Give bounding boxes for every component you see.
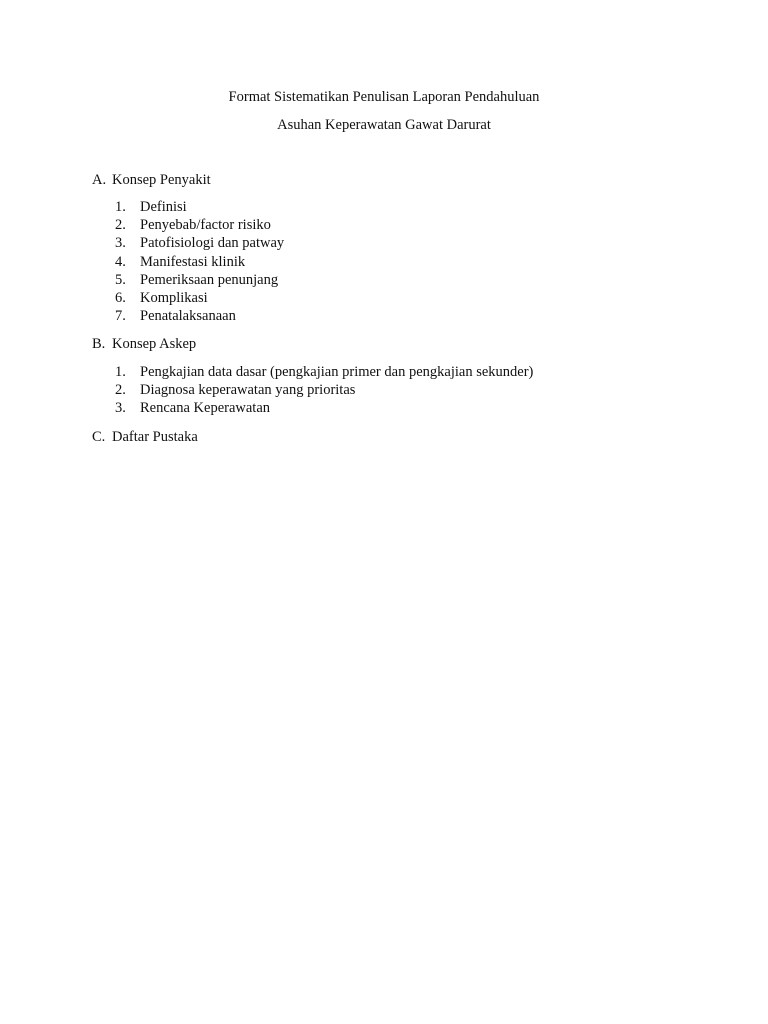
list-number: 2. [115, 217, 126, 234]
list-number: 3. [115, 235, 126, 252]
list-number: 1. [115, 199, 126, 215]
list-number: 5. [115, 271, 126, 288]
list-text: Rencana Keperawatan [140, 400, 271, 417]
section-letter: B. [92, 336, 106, 352]
section-title: Konsep Penyakit [112, 172, 211, 188]
list-text: Diagnosa keperawatan yang prioritas [140, 382, 356, 399]
section-letter: A. [92, 172, 107, 188]
list-text: Pemeriksaan penunjang [140, 271, 279, 288]
section-heading-b [92, 335, 196, 353]
list-text: Komplikasi [140, 289, 208, 306]
section-heading-a [92, 171, 211, 189]
section-title: Konsep Askep [112, 336, 197, 352]
list-number: 3. [115, 400, 126, 417]
list-text: Manifestasi klinik [140, 253, 246, 270]
document-subtitle: Asuhan Keperawatan Gawat Darurat [277, 117, 491, 133]
list-number: 7. [115, 308, 126, 325]
list-number: 1. [115, 364, 126, 380]
section-title: Daftar Pustaka [112, 429, 198, 445]
list-text: Penyebab/factor risiko [140, 217, 271, 234]
list-text: Definisi [140, 199, 187, 215]
list-text: Penatalaksanaan [140, 308, 236, 325]
list-number: 2. [115, 382, 126, 399]
section-heading-c [92, 428, 198, 446]
list-number: 4. [115, 253, 126, 270]
list-number: 6. [115, 289, 126, 306]
list-text: Patofisiologi dan patway [140, 235, 285, 252]
document-title: Format Sistematikan Penulisan Laporan Pendahuluan [228, 89, 540, 105]
list-text: Pengkajian data dasar (pengkajian primer dan pengkajian sekunder) [140, 364, 534, 380]
section-letter: C. [92, 429, 106, 445]
